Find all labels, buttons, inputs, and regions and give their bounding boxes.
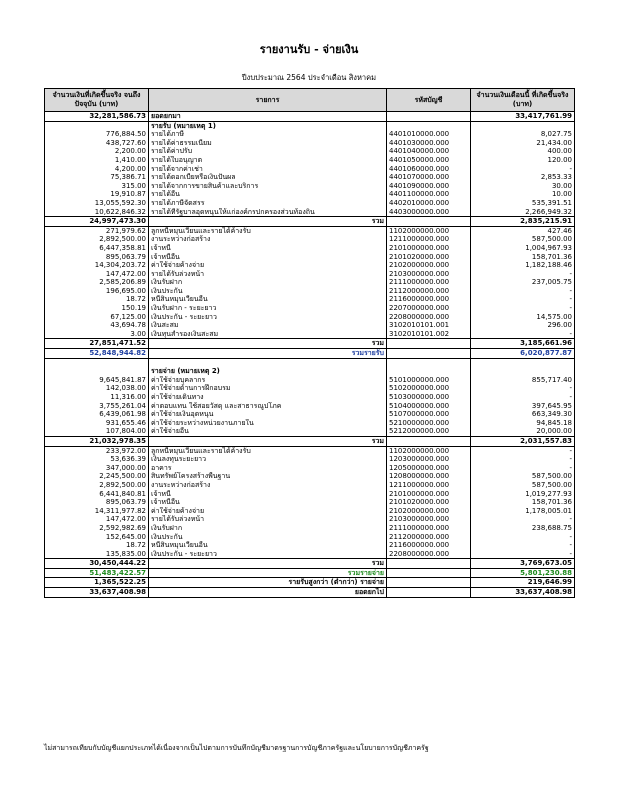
table-row — [45, 481, 575, 490]
row-ytd: 895,063.79 — [45, 253, 149, 262]
row-month: 158,701.36 — [471, 498, 575, 507]
row-ytd: 10,622,846.32 — [45, 208, 149, 217]
row-ytd: 2,892,500.00 — [45, 235, 149, 244]
row-code: 5103000000.000 — [387, 393, 471, 402]
table-row — [45, 498, 575, 507]
table-row — [45, 313, 575, 322]
row-ytd: 19,910.87 — [45, 190, 149, 199]
table-row — [45, 165, 575, 174]
row-label: หนี้สินหมุนเวียนอื่น — [149, 295, 387, 304]
opening-code — [387, 112, 471, 122]
row-ytd: 4,200.00 — [45, 165, 149, 174]
footnote: ไม่สามารถเทียบกับบัญชีแยกประเภทได้เนื่องจากเป็นไปตามการบันทึกบัญชีมาตรฐานการบัญชีภาครัฐและนโยบายการบัญชีภาครัฐ — [44, 744, 429, 752]
table-row — [45, 464, 575, 473]
closing-label: ยอดยกไป — [149, 588, 387, 598]
row-code: 1211000000.000 — [387, 481, 471, 490]
row-ytd: 2,200.00 — [45, 147, 149, 156]
row-month: 400.00 — [471, 147, 575, 156]
row-label: อาคาร — [149, 464, 387, 473]
row-code: 5107000000.000 — [387, 410, 471, 419]
row-month: 587,500.00 — [471, 481, 575, 490]
row-month: 1,182,188.46 — [471, 261, 575, 270]
expense-total-label: รวมรายจ่าย — [149, 568, 387, 578]
row-label: เงินประกัน — [149, 533, 387, 542]
row-label: รายได้ที่รัฐบาลอุดหนุนให้แก่องค์กรปกครองส่วนท้องถิ่น — [149, 208, 387, 217]
row-label: ค่าใช้จ่ายด้านการฝึกอบรม — [149, 384, 387, 393]
row-code: 3102010101.002 — [387, 330, 471, 339]
row-code: 2112000000.000 — [387, 287, 471, 296]
table-row — [45, 295, 575, 304]
row-month: 10.00 — [471, 190, 575, 199]
expense-total-row — [45, 568, 575, 578]
expense-subtotal-label: รวม — [149, 436, 387, 446]
row-label: เจ้าหนี้ — [149, 490, 387, 499]
row-ytd: 147,472.00 — [45, 270, 149, 279]
row-ytd: 53,636.39 — [45, 455, 149, 464]
row-code: 1208000000.000 — [387, 472, 471, 481]
table-row — [45, 533, 575, 542]
row-month: 587,500.00 — [471, 472, 575, 481]
row-label: เงินรับฝาก - ระยะยาว — [149, 304, 387, 313]
income-subtotal-ytd: 24,997,473.30 — [45, 217, 149, 227]
table-row — [45, 226, 575, 235]
expense-subtotal-month: 2,031,557.83 — [471, 436, 575, 446]
header-month: จำนวนเงินเดือนนี้ ที่เกิดขึ้นจริง (บาท) — [471, 89, 575, 112]
row-month: - — [471, 455, 575, 464]
row-label: รายได้จากการขายสินค้าและบริการ — [149, 182, 387, 191]
row-code: 4402010000.000 — [387, 199, 471, 208]
row-month: 535,391.51 — [471, 199, 575, 208]
row-month: 587,500.00 — [471, 235, 575, 244]
row-month: - — [471, 550, 575, 559]
row-code: 1205000000.000 — [387, 464, 471, 473]
closing-month: 33,637,408.98 — [471, 588, 575, 598]
expense-other-subtotal-month: 3,769,673.05 — [471, 559, 575, 569]
table-row — [45, 190, 575, 199]
table-row — [45, 384, 575, 393]
row-month: 855,717.40 — [471, 376, 575, 385]
row-ytd: 43,694.78 — [45, 321, 149, 330]
row-label: เงินรับฝาก — [149, 278, 387, 287]
row-label: ค่าใช้จ่ายค้างจ่าย — [149, 261, 387, 270]
row-label: เจ้าหนี้อื่น — [149, 253, 387, 262]
row-month: 1,178,005.01 — [471, 507, 575, 516]
row-month: - — [471, 384, 575, 393]
row-label: รายได้อื่น — [149, 190, 387, 199]
table-row — [45, 244, 575, 253]
row-label: รายได้ค่าธรรมเนียม — [149, 139, 387, 148]
row-label: รายได้ภาษีจัดสรร — [149, 199, 387, 208]
table-row — [45, 550, 575, 559]
row-code: 2103000000.000 — [387, 515, 471, 524]
row-ytd: 6,447,358.81 — [45, 244, 149, 253]
surplus-row — [45, 578, 575, 588]
row-month: - — [471, 446, 575, 455]
table-row — [45, 182, 575, 191]
table-row — [45, 376, 575, 385]
row-month: - — [471, 515, 575, 524]
row-ytd: 152,645.00 — [45, 533, 149, 542]
row-ytd: 150.19 — [45, 304, 149, 313]
row-ytd: 14,304,203.72 — [45, 261, 149, 270]
row-code: 3102010101.001 — [387, 321, 471, 330]
row-ytd: 6,441,840.81 — [45, 490, 149, 499]
row-ytd: 107,804.00 — [45, 427, 149, 436]
row-month: 238,688.75 — [471, 524, 575, 533]
table-header-row — [45, 89, 575, 112]
row-code: 5210000000.000 — [387, 419, 471, 428]
table-row — [45, 410, 575, 419]
opening-month: 33,417,761.99 — [471, 112, 575, 122]
table-row — [45, 261, 575, 270]
row-ytd: 233,972.00 — [45, 446, 149, 455]
row-ytd: 75,386.71 — [45, 173, 149, 182]
row-code: 1102000000.000 — [387, 226, 471, 235]
row-label: รายได้จากค่าเช่า — [149, 165, 387, 174]
row-ytd: 2,245,500.00 — [45, 472, 149, 481]
income-total-row — [45, 349, 575, 359]
row-ytd: 2,892,500.00 — [45, 481, 149, 490]
row-code: 2102000000.000 — [387, 261, 471, 270]
table-row — [45, 455, 575, 464]
table-row — [45, 393, 575, 402]
closing-ytd: 33,637,408.98 — [45, 588, 149, 598]
table-row — [45, 330, 575, 339]
opening-ytd: 32,281,586.73 — [45, 112, 149, 122]
expense-total-month: 5,801,230.88 — [471, 568, 575, 578]
income-subtotal-month: 2,835,215.91 — [471, 217, 575, 227]
row-label: รายได้ภาษี — [149, 130, 387, 139]
row-label: ค่าตอบแทน ใช้สอยวัสดุ และสาธารณูปโภค — [149, 402, 387, 411]
row-ytd: 438,727.60 — [45, 139, 149, 148]
row-month: 8,027.75 — [471, 130, 575, 139]
row-month: 158,701.36 — [471, 253, 575, 262]
row-ytd: 931,655.46 — [45, 419, 149, 428]
row-code: 4401100000.000 — [387, 190, 471, 199]
income-heading-row — [45, 121, 575, 130]
row-code: 2101000000.000 — [387, 490, 471, 499]
report-subtitle: ปีงบประมาณ 2564 ประจำเดือน สิงหาคม — [241, 73, 377, 82]
row-code: 5212000000.000 — [387, 427, 471, 436]
row-ytd: 18.72 — [45, 541, 149, 550]
row-code: 2116000000.000 — [387, 295, 471, 304]
row-ytd: 271,979.62 — [45, 226, 149, 235]
row-ytd: 142,038.00 — [45, 384, 149, 393]
row-month: 20,000.00 — [471, 427, 575, 436]
row-ytd: 135,835.00 — [45, 550, 149, 559]
expense-heading-row — [45, 367, 575, 376]
surplus-month: 219,646.99 — [471, 578, 575, 588]
income-subtotal-row — [45, 217, 575, 227]
row-month: 2,853.33 — [471, 173, 575, 182]
row-label: รายได้ดอกเบี้ยหรือเงินปันผล — [149, 173, 387, 182]
row-code: 4403000000.000 — [387, 208, 471, 217]
row-label: รายได้ค่าปรับ — [149, 147, 387, 156]
table-row — [45, 419, 575, 428]
table-row — [45, 507, 575, 516]
report-table — [44, 88, 575, 598]
row-label: ค่าใช้จ่ายค้างจ่าย — [149, 507, 387, 516]
row-ytd: 147,472.00 — [45, 515, 149, 524]
surplus-label: รายรับสูงกว่า (ต่ำกว่า) รายจ่าย — [149, 578, 387, 588]
row-code: 2103000000.000 — [387, 270, 471, 279]
expense-heading: รายจ่าย (หมายเหตุ 2) — [149, 367, 387, 376]
row-month: 663,349.30 — [471, 410, 575, 419]
row-code: 2101020000.000 — [387, 498, 471, 507]
table-row — [45, 278, 575, 287]
row-ytd: 3.00 — [45, 330, 149, 339]
income-other-subtotal-month: 3,185,661.96 — [471, 339, 575, 349]
row-label: เงินสะสม — [149, 321, 387, 330]
row-code: 2208000000.000 — [387, 550, 471, 559]
row-label: ค่าใช้จ่ายระหว่างหน่วยงานภายใน — [149, 419, 387, 428]
row-code: 2208000000.000 — [387, 313, 471, 322]
row-label: หนี้สินหมุนเวียนอื่น — [149, 541, 387, 550]
closing-row — [45, 588, 575, 598]
row-label: รายได้ใบอนุญาต — [149, 156, 387, 165]
row-ytd: 2,592,982.69 — [45, 524, 149, 533]
row-ytd: 9,645,841.87 — [45, 376, 149, 385]
row-label: รายได้รับล่วงหน้า — [149, 515, 387, 524]
row-code: 4401030000.000 — [387, 139, 471, 148]
header-item: รายการ — [149, 89, 387, 112]
row-month: - — [471, 464, 575, 473]
row-label: ลูกหนี้หมุนเวียนและรายได้ค้างรับ — [149, 446, 387, 455]
table-row — [45, 304, 575, 313]
row-code: 5101000000.000 — [387, 376, 471, 385]
table-row — [45, 427, 575, 436]
row-month: 296.00 — [471, 321, 575, 330]
table-row — [45, 446, 575, 455]
spacer-row — [45, 358, 575, 367]
row-label: เงินรับฝาก — [149, 524, 387, 533]
row-code: 4401050000.000 — [387, 156, 471, 165]
table-row — [45, 173, 575, 182]
header-ytd: จำนวนเงินที่เกิดขึ้นจริง จนถึงปัจจุบัน (บาท) — [45, 89, 149, 112]
expense-subtotal-ytd: 21,032,978.35 — [45, 436, 149, 446]
row-code: 1102000000.000 — [387, 446, 471, 455]
row-label: ค่าใช้จ่ายเดินทาง — [149, 393, 387, 402]
row-label: เงินประกัน — [149, 287, 387, 296]
table-body — [45, 112, 575, 598]
row-month: - — [471, 330, 575, 339]
row-label: งานระหว่างก่อสร้าง — [149, 481, 387, 490]
row-ytd: 315.00 — [45, 182, 149, 191]
row-label: เงินประกัน - ระยะยาว — [149, 550, 387, 559]
row-month: 427.46 — [471, 226, 575, 235]
row-code: 4401070000.000 — [387, 173, 471, 182]
row-month: - — [471, 165, 575, 174]
income-other-subtotal-row — [45, 339, 575, 349]
row-month: 21,434.00 — [471, 139, 575, 148]
row-code: 2102000000.000 — [387, 507, 471, 516]
row-month: 1,004,967.93 — [471, 244, 575, 253]
row-code: 2111000000.000 — [387, 524, 471, 533]
row-code: 2112000000.000 — [387, 533, 471, 542]
opening-row — [45, 112, 575, 122]
table-row — [45, 253, 575, 262]
table-row — [45, 199, 575, 208]
table-row — [45, 270, 575, 279]
row-code: 2207000000.000 — [387, 304, 471, 313]
row-ytd: 3,755,261.04 — [45, 402, 149, 411]
expense-other-subtotal-label: รวม — [149, 559, 387, 569]
expense-total-ytd: 51,483,422.57 — [45, 568, 149, 578]
row-month: 94,845.18 — [471, 419, 575, 428]
row-month: - — [471, 304, 575, 313]
opening-label: ยอดยกมา — [149, 112, 387, 122]
row-code: 1211000000.000 — [387, 235, 471, 244]
row-ytd: 14,311,977.82 — [45, 507, 149, 516]
table-row — [45, 515, 575, 524]
table-row — [45, 472, 575, 481]
row-code: 2101020000.000 — [387, 253, 471, 262]
table-row — [45, 235, 575, 244]
row-code: 4401090000.000 — [387, 182, 471, 191]
row-ytd: 18.72 — [45, 295, 149, 304]
row-month: - — [471, 393, 575, 402]
row-ytd: 347,000.00 — [45, 464, 149, 473]
row-ytd: 11,316.00 — [45, 393, 149, 402]
row-label: ลูกหนี้หมุนเวียนและรายได้ค้างรับ — [149, 226, 387, 235]
row-code: 5104000000.000 — [387, 402, 471, 411]
row-month: 30.00 — [471, 182, 575, 191]
row-label: งานระหว่างก่อสร้าง — [149, 235, 387, 244]
row-ytd: 895,063.79 — [45, 498, 149, 507]
row-month: - — [471, 295, 575, 304]
row-ytd: 6,439,061.98 — [45, 410, 149, 419]
row-label: ค่าใช้จ่ายเงินอุดหนุน — [149, 410, 387, 419]
income-other-subtotal-ytd: 27,851,471.52 — [45, 339, 149, 349]
table-row — [45, 524, 575, 533]
row-ytd: 196,695.00 — [45, 287, 149, 296]
table-row — [45, 130, 575, 139]
row-code: 4401060000.000 — [387, 165, 471, 174]
income-heading: รายรับ (หมายเหตุ 1) — [149, 121, 387, 130]
row-label: เงินทุนสำรองเงินสะสม — [149, 330, 387, 339]
table-row — [45, 402, 575, 411]
row-code: 4401040000.000 — [387, 147, 471, 156]
row-month: - — [471, 270, 575, 279]
row-month: - — [471, 541, 575, 550]
report-title: รายงานรับ - จ่ายเงิน — [259, 43, 359, 56]
row-code: 1203000000.000 — [387, 455, 471, 464]
table-row — [45, 287, 575, 296]
table-row — [45, 208, 575, 217]
row-ytd: 776,884.50 — [45, 130, 149, 139]
row-code: 2101000000.000 — [387, 244, 471, 253]
row-label: เงินลงทุนระยะยาว — [149, 455, 387, 464]
row-month: 2,266,949.32 — [471, 208, 575, 217]
income-other-subtotal-label: รวม — [149, 339, 387, 349]
expense-other-subtotal-ytd: 30,450,444.22 — [45, 559, 149, 569]
table-row — [45, 147, 575, 156]
row-ytd: 67,125.00 — [45, 313, 149, 322]
row-code: 2111000000.000 — [387, 278, 471, 287]
expense-subtotal-row — [45, 436, 575, 446]
row-label: ค่าใช้จ่ายอื่น — [149, 427, 387, 436]
table-row — [45, 139, 575, 148]
income-total-month: 6,020,877.87 — [471, 349, 575, 359]
row-label: เจ้าหนี้อื่น — [149, 498, 387, 507]
income-total-label: รวมรายรับ — [149, 349, 387, 359]
row-label: สินทรัพย์โครงสร้างพื้นฐาน — [149, 472, 387, 481]
row-ytd: 1,410.00 — [45, 156, 149, 165]
row-ytd: 13,055,592.30 — [45, 199, 149, 208]
row-code: 4401010000.000 — [387, 130, 471, 139]
row-month: - — [471, 287, 575, 296]
row-month: 237,005.75 — [471, 278, 575, 287]
table-row — [45, 490, 575, 499]
table-row — [45, 156, 575, 165]
surplus-ytd: 1,365,522.25 — [45, 578, 149, 588]
row-month: 120.00 — [471, 156, 575, 165]
row-month: - — [471, 533, 575, 542]
row-ytd: 2,585,206.89 — [45, 278, 149, 287]
row-code: 5102000000.000 — [387, 384, 471, 393]
table-row — [45, 541, 575, 550]
row-month: 1,019,277.93 — [471, 490, 575, 499]
header-code: รหัสบัญชี — [387, 89, 471, 112]
income-subtotal-label: รวม — [149, 217, 387, 227]
expense-other-subtotal-row — [45, 559, 575, 569]
row-label: ค่าใช้จ่ายบุคลากร — [149, 376, 387, 385]
income-total-ytd: 52,848,944.82 — [45, 349, 149, 359]
table-row — [45, 321, 575, 330]
row-label: เจ้าหนี้ — [149, 244, 387, 253]
row-label: เงินประกัน - ระยะยาว — [149, 313, 387, 322]
row-label: รายได้รับล่วงหน้า — [149, 270, 387, 279]
row-month: 397,645.95 — [471, 402, 575, 411]
row-month: 14,575.00 — [471, 313, 575, 322]
row-code: 2116000000.000 — [387, 541, 471, 550]
